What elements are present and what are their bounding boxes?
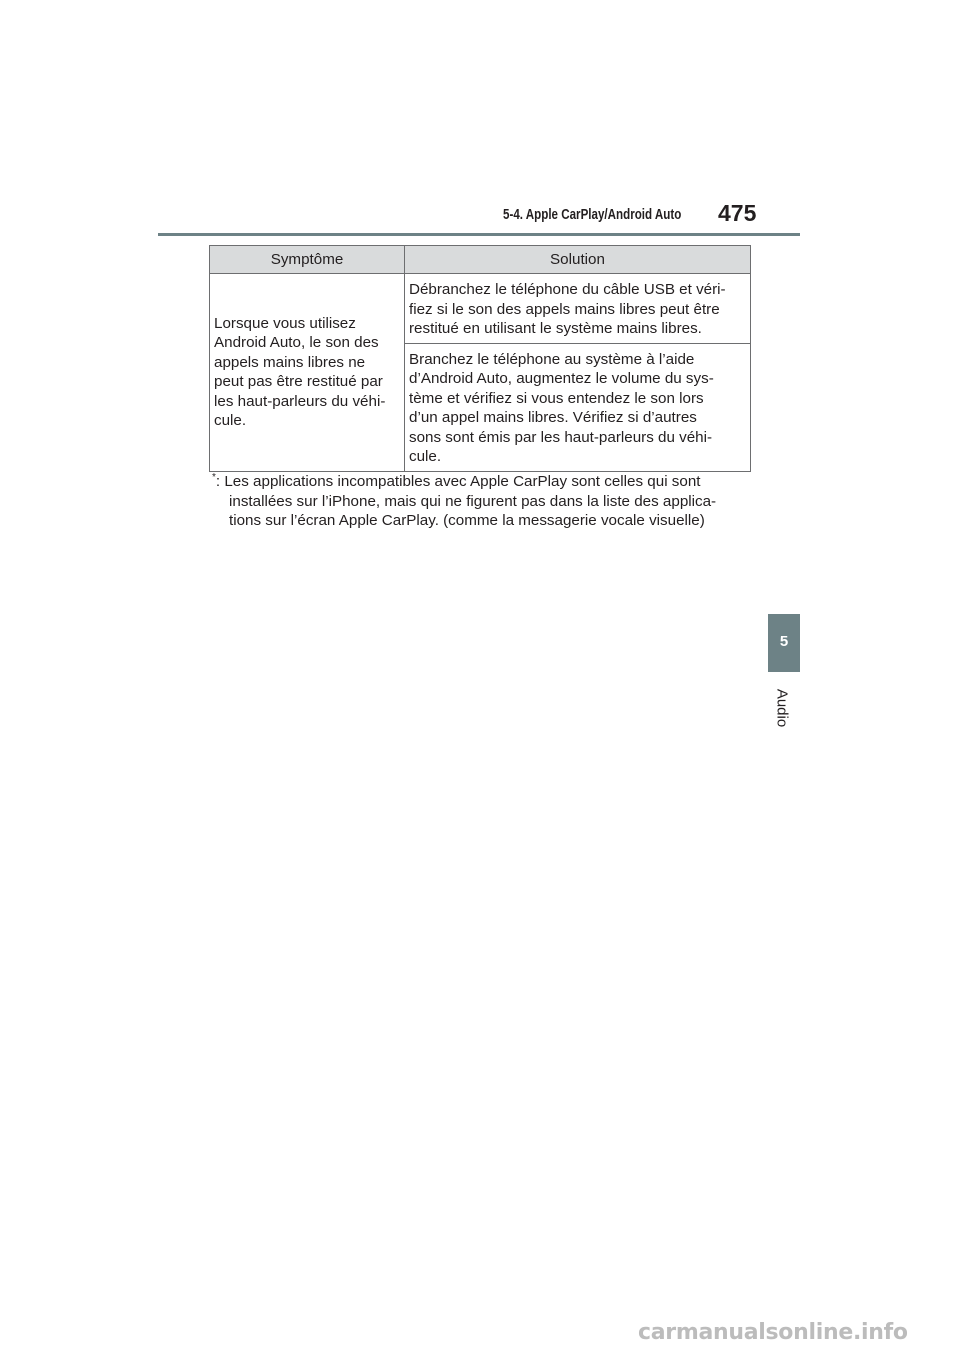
section-title: 5-4. Apple CarPlay/Android Auto — [503, 207, 682, 223]
footnote-marker: * — [212, 472, 216, 483]
solution-line: sons sont émis par les haut-parleurs du véhi- — [409, 428, 713, 446]
column-header-solution: Solution — [405, 246, 751, 274]
solution-line: d’Android Auto, augmentez le volume du sys- — [409, 370, 714, 387]
solution-line: fiez si le son des appels mains libres peut être — [409, 300, 720, 318]
solution-cell-2 — [405, 343, 751, 471]
symptom-line: les haut-parleurs du véhi- — [214, 392, 386, 410]
solution-line: tème et vérifiez si vous entendez le son lors — [409, 389, 704, 407]
header-rule — [158, 233, 800, 236]
solution-cell-1 — [405, 274, 751, 344]
footnote — [212, 472, 772, 531]
footnote-line: : Les applications incompatibles avec Apple CarPlay sont celles qui sont — [215, 473, 701, 490]
symptom-line: peut pas être restitué par — [214, 373, 383, 391]
solution-line: cule. — [409, 448, 442, 465]
table-row — [210, 274, 751, 344]
solution-line: Branchez le téléphone au système à l’aide — [409, 350, 695, 368]
watermark: carmanualsonline.info — [638, 1320, 908, 1345]
chapter-tab — [768, 614, 800, 672]
symptom-line: appels mains libres ne — [214, 353, 366, 371]
symptom-cell — [210, 274, 405, 472]
symptom-line: Lorsque vous utilisez — [214, 314, 356, 332]
column-header-symptom: Symptôme — [210, 246, 405, 274]
solution-line: restitué en utilisant le système mains libres. — [409, 320, 702, 337]
chapter-label-text: Audio — [773, 688, 791, 728]
chapter-label — [772, 686, 792, 730]
solution-line: Débranchez le téléphone du câble USB et véri- — [409, 281, 726, 298]
page-number: 475 — [718, 200, 757, 226]
chapter-number: 5 — [779, 633, 789, 650]
table-header-row — [210, 246, 751, 274]
solution-line: d’un appel mains libres. Vérifiez si d’autres — [409, 409, 697, 426]
symptom-line: cule. — [214, 412, 247, 430]
footnote-line: tions sur l’écran Apple CarPlay. (comme la messagerie vocale visuelle) — [229, 512, 705, 529]
troubleshooting-table — [209, 245, 751, 472]
symptom-line: Android Auto, le son des — [214, 334, 379, 352]
footnote-line: installées sur l’iPhone, mais qui ne figurent pas dans la liste des applica- — [229, 492, 717, 510]
